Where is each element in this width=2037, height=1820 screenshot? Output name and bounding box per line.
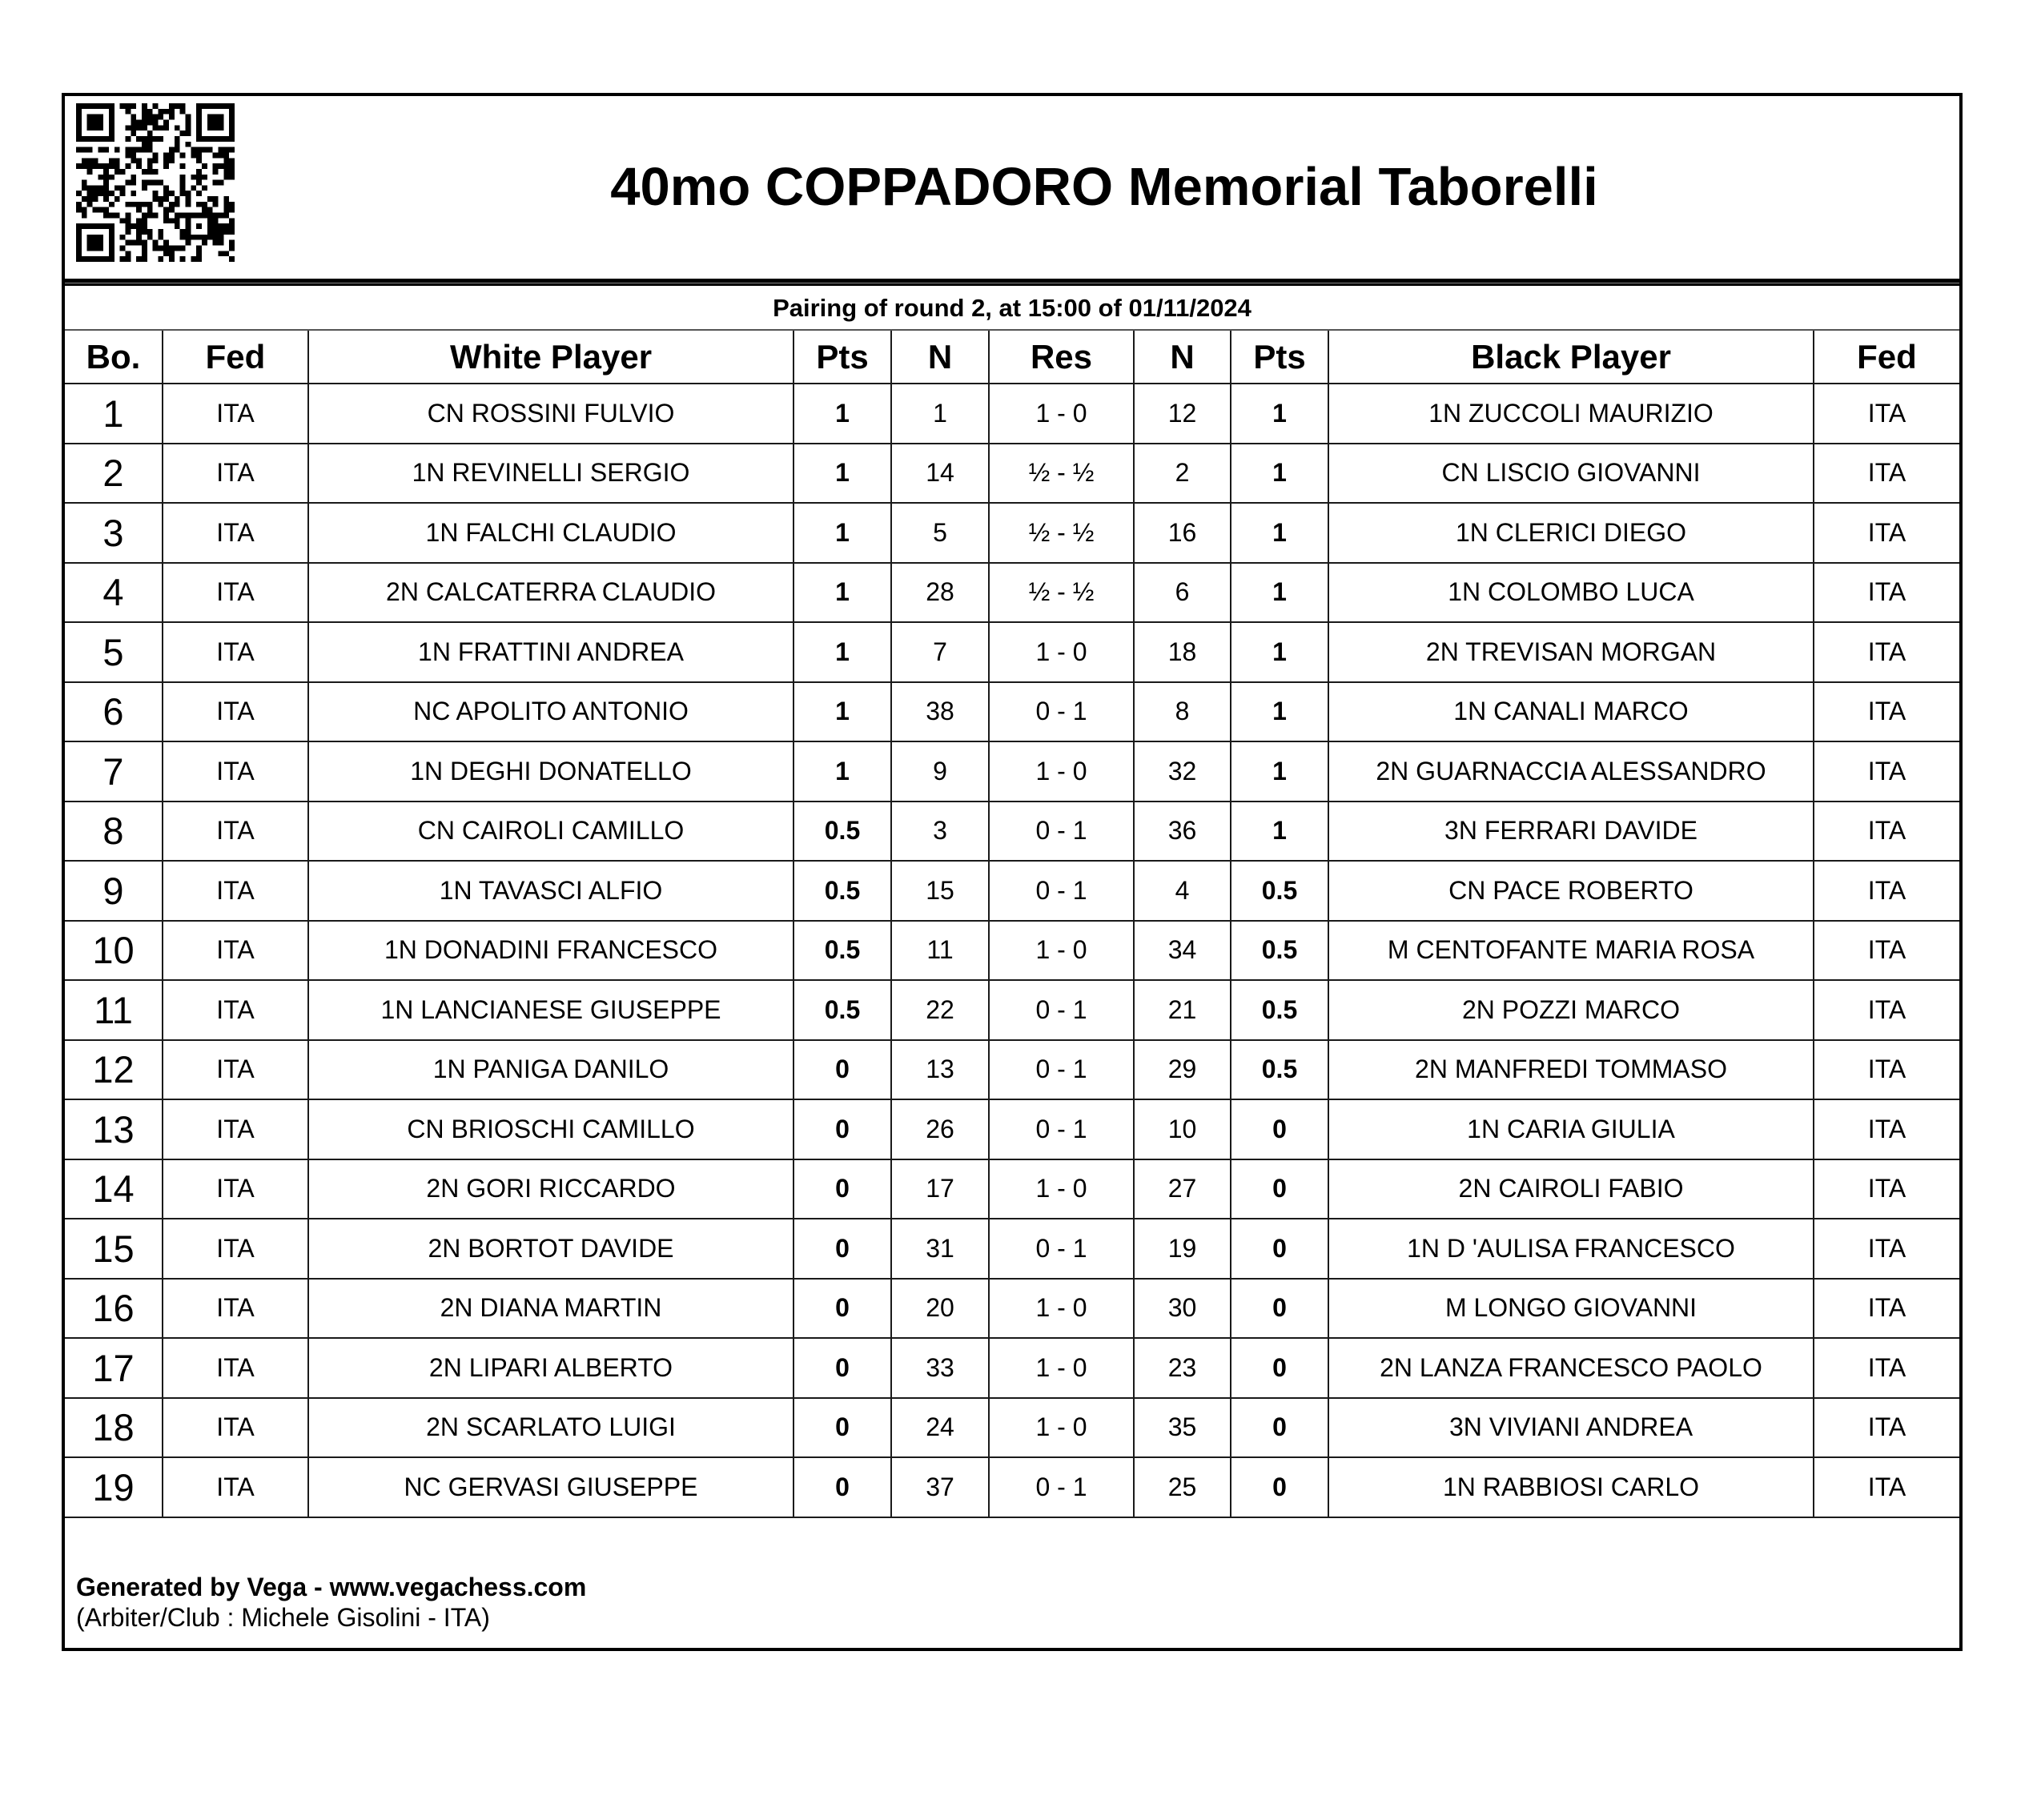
white-fed: ITA [163,1040,308,1100]
board-number: 18 [65,1398,163,1458]
board-number: 14 [65,1159,163,1219]
board-number: 2 [65,444,163,504]
arbiter-info: (Arbiter/Club : Michele Gisolini - ITA) [76,1603,490,1632]
white-player: CN BRIOSCHI CAMILLO [308,1099,794,1159]
white-n: 5 [891,503,989,563]
black-player: 1N CARIA GIULIA [1328,1099,1814,1159]
white-pts: 1 [794,503,891,563]
black-player: 1N RABBIOSI CARLO [1328,1457,1814,1517]
black-n: 34 [1134,921,1231,981]
table-row [65,861,1959,921]
white-pts: 0 [794,1099,891,1159]
black-fed: ITA [1814,503,1959,563]
white-n: 1 [891,384,989,444]
white-fed: ITA [163,1338,308,1398]
black-fed: ITA [1814,682,1959,742]
white-n: 33 [891,1338,989,1398]
black-n: 6 [1134,563,1231,623]
black-n: 12 [1134,384,1231,444]
black-player: CN PACE ROBERTO [1328,861,1814,921]
black-fed: ITA [1814,384,1959,444]
result: 1 - 0 [989,384,1134,444]
black-player: 2N CAIROLI FABIO [1328,1159,1814,1219]
board-number: 19 [65,1457,163,1517]
black-fed: ITA [1814,1159,1959,1219]
table-row [65,384,1959,444]
black-pts: 1 [1231,503,1328,563]
black-fed: ITA [1814,921,1959,981]
column-header-black-pts: Pts [1231,331,1328,384]
black-n: 18 [1134,622,1231,682]
table-row [65,1159,1959,1219]
board-number: 11 [65,980,163,1040]
black-fed: ITA [1814,563,1959,623]
white-n: 31 [891,1219,989,1279]
white-fed: ITA [163,1457,308,1517]
board-number: 8 [65,802,163,862]
round-subtitle: Pairing of round 2, at 15:00 of 01/11/2024 [65,286,1959,331]
table-header-row [65,331,1959,384]
black-fed: ITA [1814,802,1959,862]
result: ½ - ½ [989,563,1134,623]
white-player: 2N LIPARI ALBERTO [308,1338,794,1398]
black-player: 2N MANFREDI TOMMASO [1328,1040,1814,1100]
result: 0 - 1 [989,1457,1134,1517]
white-n: 28 [891,563,989,623]
white-fed: ITA [163,861,308,921]
black-fed: ITA [1814,1338,1959,1398]
board-number: 6 [65,682,163,742]
table-row [65,1398,1959,1458]
black-pts: 0 [1231,1099,1328,1159]
white-pts: 1 [794,563,891,623]
result: ½ - ½ [989,503,1134,563]
white-n: 3 [891,802,989,862]
board-number: 10 [65,921,163,981]
white-pts: 1 [794,741,891,802]
white-pts: 0 [794,1219,891,1279]
table-row [65,1338,1959,1398]
black-player: CN LISCIO GIOVANNI [1328,444,1814,504]
white-fed: ITA [163,444,308,504]
result: 0 - 1 [989,1040,1134,1100]
board-number: 7 [65,741,163,802]
white-player: 1N DONADINI FRANCESCO [308,921,794,981]
black-n: 23 [1134,1338,1231,1398]
black-pts: 0.5 [1231,861,1328,921]
black-player: 2N TREVISAN MORGAN [1328,622,1814,682]
page-title [65,96,1959,279]
black-pts: 1 [1231,741,1328,802]
black-pts: 1 [1231,682,1328,742]
black-n: 21 [1134,980,1231,1040]
white-pts: 1 [794,444,891,504]
white-fed: ITA [163,1398,308,1458]
black-fed: ITA [1814,1099,1959,1159]
white-fed: ITA [163,802,308,862]
white-player: NC APOLITO ANTONIO [308,682,794,742]
black-pts: 0 [1231,1279,1328,1339]
black-player: 2N LANZA FRANCESCO PAOLO [1328,1338,1814,1398]
table-row [65,980,1959,1040]
white-n: 11 [891,921,989,981]
result: 1 - 0 [989,1338,1134,1398]
result: ½ - ½ [989,444,1134,504]
white-n: 24 [891,1398,989,1458]
board-number: 15 [65,1219,163,1279]
table-row [65,1040,1959,1100]
result: 0 - 1 [989,1099,1134,1159]
white-player: 1N PANIGA DANILO [308,1040,794,1100]
white-player: 1N DEGHI DONATELLO [308,741,794,802]
black-n: 16 [1134,503,1231,563]
white-player: 2N BORTOT DAVIDE [308,1219,794,1279]
column-header-white-fed: Fed [163,331,308,384]
table-row [65,563,1959,623]
white-fed: ITA [163,1099,308,1159]
white-fed: ITA [163,1219,308,1279]
table-row [65,802,1959,862]
black-player: 3N VIVIANI ANDREA [1328,1398,1814,1458]
black-player: 1N COLOMBO LUCA [1328,563,1814,623]
black-pts: 1 [1231,622,1328,682]
black-fed: ITA [1814,1219,1959,1279]
board-number: 9 [65,861,163,921]
result: 1 - 0 [989,622,1134,682]
result: 1 - 0 [989,741,1134,802]
black-n: 35 [1134,1398,1231,1458]
white-fed: ITA [163,921,308,981]
table-row [65,921,1959,981]
column-header-black-player: Black Player [1328,331,1814,384]
black-player: 2N GUARNACCIA ALESSANDRO [1328,741,1814,802]
white-player: CN CAIROLI CAMILLO [308,802,794,862]
pairings-table [65,331,1959,1518]
table-row [65,503,1959,563]
white-fed: ITA [163,503,308,563]
black-pts: 1 [1231,563,1328,623]
white-n: 14 [891,444,989,504]
table-row [65,1099,1959,1159]
board-number: 16 [65,1279,163,1339]
board-number: 3 [65,503,163,563]
white-pts: 1 [794,682,891,742]
white-player: 2N CALCATERRA CLAUDIO [308,563,794,623]
column-header-black-fed: Fed [1814,331,1959,384]
black-pts: 0 [1231,1159,1328,1219]
column-header-black-n: N [1134,331,1231,384]
black-pts: 0.5 [1231,980,1328,1040]
black-pts: 0.5 [1231,1040,1328,1100]
white-n: 17 [891,1159,989,1219]
black-player: 1N ZUCCOLI MAURIZIO [1328,384,1814,444]
white-pts: 0 [794,1338,891,1398]
white-player: 1N TAVASCI ALFIO [308,861,794,921]
white-n: 15 [891,861,989,921]
white-pts: 0.5 [794,921,891,981]
white-player: 1N REVINELLI SERGIO [308,444,794,504]
black-n: 27 [1134,1159,1231,1219]
black-pts: 0 [1231,1219,1328,1279]
black-fed: ITA [1814,622,1959,682]
board-number: 17 [65,1338,163,1398]
black-pts: 0 [1231,1398,1328,1458]
white-pts: 0.5 [794,861,891,921]
white-pts: 0 [794,1159,891,1219]
white-fed: ITA [163,384,308,444]
result: 0 - 1 [989,980,1134,1040]
column-header-white-pts: Pts [794,331,891,384]
white-n: 9 [891,741,989,802]
black-player: 1N D 'AULISA FRANCESCO [1328,1219,1814,1279]
black-fed: ITA [1814,1279,1959,1339]
page-title-text: 40mo COPPADORO Memorial Taborelli [610,157,1598,217]
white-n: 38 [891,682,989,742]
black-n: 2 [1134,444,1231,504]
black-pts: 0 [1231,1338,1328,1398]
white-pts: 0 [794,1398,891,1458]
white-pts: 0.5 [794,802,891,862]
black-fed: ITA [1814,1040,1959,1100]
white-pts: 0 [794,1279,891,1339]
column-header-white-player: White Player [308,331,794,384]
white-fed: ITA [163,563,308,623]
black-n: 29 [1134,1040,1231,1100]
white-fed: ITA [163,980,308,1040]
white-player: 1N FRATTINI ANDREA [308,622,794,682]
black-n: 8 [1134,682,1231,742]
result: 0 - 1 [989,682,1134,742]
white-pts: 0 [794,1040,891,1100]
table-row [65,1219,1959,1279]
white-pts: 1 [794,384,891,444]
generated-by: Generated by Vega - www.vegachess.com [76,1573,587,1601]
black-fed: ITA [1814,1398,1959,1458]
white-player: CN ROSSINI FULVIO [308,384,794,444]
white-player: 1N FALCHI CLAUDIO [308,503,794,563]
black-pts: 0.5 [1231,921,1328,981]
black-n: 36 [1134,802,1231,862]
black-n: 30 [1134,1279,1231,1339]
black-n: 10 [1134,1099,1231,1159]
board-number: 13 [65,1099,163,1159]
title-divider [65,279,1959,286]
black-n: 32 [1134,741,1231,802]
black-fed: ITA [1814,741,1959,802]
black-fed: ITA [1814,444,1959,504]
footer [76,1572,586,1633]
white-fed: ITA [163,741,308,802]
board-number: 5 [65,622,163,682]
white-fed: ITA [163,682,308,742]
table-row [65,1279,1959,1339]
white-pts: 0.5 [794,980,891,1040]
board-number: 12 [65,1040,163,1100]
black-player: 2N POZZI MARCO [1328,980,1814,1040]
black-fed: ITA [1814,980,1959,1040]
white-n: 37 [891,1457,989,1517]
black-player: M LONGO GIOVANNI [1328,1279,1814,1339]
result: 1 - 0 [989,1279,1134,1339]
black-fed: ITA [1814,861,1959,921]
white-player: 2N GORI RICCARDO [308,1159,794,1219]
result: 1 - 0 [989,921,1134,981]
black-fed: ITA [1814,1457,1959,1517]
white-player: NC GERVASI GIUSEPPE [308,1457,794,1517]
white-n: 13 [891,1040,989,1100]
white-pts: 0 [794,1457,891,1517]
black-pts: 1 [1231,802,1328,862]
table-row [65,741,1959,802]
white-player: 2N DIANA MARTIN [308,1279,794,1339]
board-number: 4 [65,563,163,623]
table-row [65,622,1959,682]
board-number: 1 [65,384,163,444]
column-header-white-n: N [891,331,989,384]
black-n: 4 [1134,861,1231,921]
table-row [65,444,1959,504]
black-player: 1N CLERICI DIEGO [1328,503,1814,563]
result: 0 - 1 [989,1219,1134,1279]
black-player: M CENTOFANTE MARIA ROSA [1328,921,1814,981]
black-player: 1N CANALI MARCO [1328,682,1814,742]
black-pts: 0 [1231,1457,1328,1517]
black-player: 3N FERRARI DAVIDE [1328,802,1814,862]
pairing-sheet [62,93,1963,1651]
white-pts: 1 [794,622,891,682]
table-row [65,1457,1959,1517]
result: 1 - 0 [989,1398,1134,1458]
black-n: 19 [1134,1219,1231,1279]
column-header-result: Res [989,331,1134,384]
white-player: 2N SCARLATO LUIGI [308,1398,794,1458]
white-n: 26 [891,1099,989,1159]
white-fed: ITA [163,622,308,682]
result: 1 - 0 [989,1159,1134,1219]
white-n: 20 [891,1279,989,1339]
column-header-board: Bo. [65,331,163,384]
white-n: 7 [891,622,989,682]
result: 0 - 1 [989,802,1134,862]
white-player: 1N LANCIANESE GIUSEPPE [308,980,794,1040]
black-pts: 1 [1231,384,1328,444]
black-n: 25 [1134,1457,1231,1517]
white-fed: ITA [163,1279,308,1339]
result: 0 - 1 [989,861,1134,921]
white-n: 22 [891,980,989,1040]
black-pts: 1 [1231,444,1328,504]
table-row [65,682,1959,742]
title-area [65,96,1959,279]
white-fed: ITA [163,1159,308,1219]
